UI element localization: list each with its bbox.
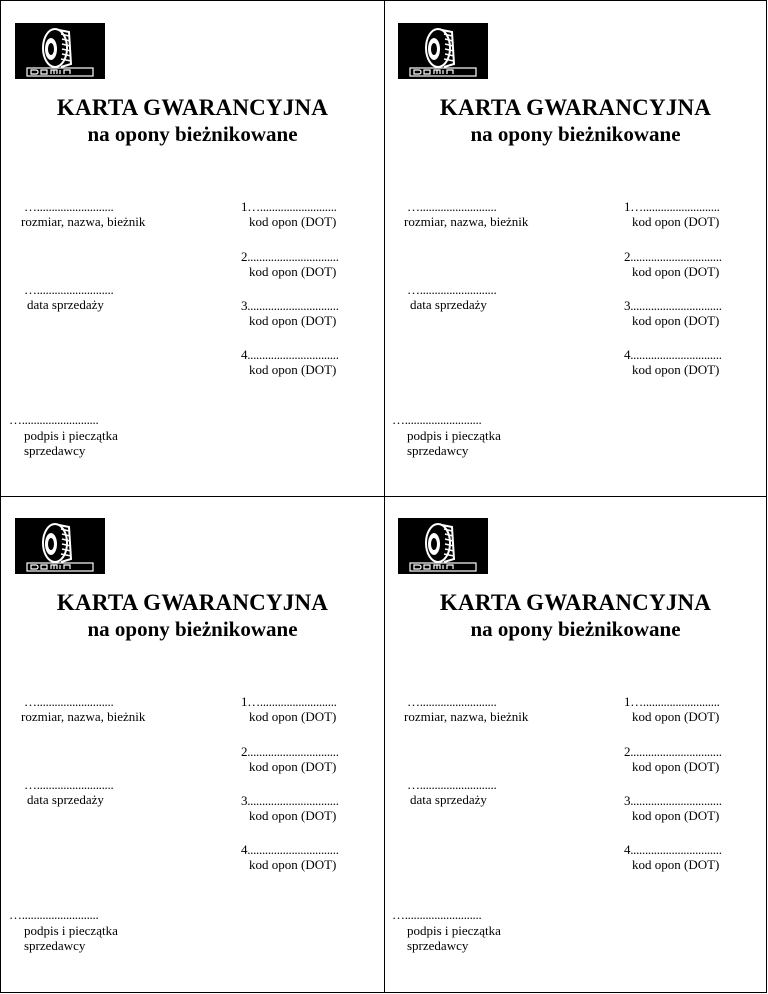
dot-code-2-number: 2............................... [241,744,339,759]
date-label: data sprzedaży [27,792,104,807]
dot-code-3-label: kod opon (DOT) [632,808,720,823]
dot-code-2-label: kod opon (DOT) [249,759,337,774]
dot-code-3-number: 3............................... [241,298,339,313]
dot-code-1-label: kod opon (DOT) [249,214,337,229]
dot-code-4-label: kod opon (DOT) [632,362,720,377]
dot-code-1-number: 1….......................... [241,694,337,709]
dot-code-3-number: 3............................... [241,793,339,808]
signature-dots: ….......................... [392,907,482,922]
signature-label-line-2: sprzedawcy [24,938,86,953]
size-dots: ….......................... [24,199,114,214]
dot-code-1-number: 1….......................... [624,199,720,214]
signature-label-line-1: podpis i pieczątka [407,428,501,443]
card-title: KARTA GWARANCYJNA [56,590,329,615]
dot-code-4-number: 4............................... [624,842,722,857]
dot-code-4-label: kod opon (DOT) [632,857,720,872]
date-label: data sprzedaży [410,792,487,807]
dot-code-3-number: 3............................... [624,793,722,808]
signature-label-line-2: sprzedawcy [407,443,469,458]
date-dots: ….......................... [407,282,497,297]
dot-code-3-label: kod opon (DOT) [632,313,720,328]
dot-code-4-number: 4............................... [241,347,339,362]
warranty-card-top-left [0,0,385,497]
dot-code-4-label: kod opon (DOT) [249,362,337,377]
dot-code-2-number: 2............................... [624,744,722,759]
dot-code-2-number: 2............................... [241,249,339,264]
signature-dots: ….......................... [9,907,99,922]
tire-logo-icon [398,518,488,574]
dot-code-4-number: 4............................... [624,347,722,362]
size-dots: ….......................... [407,199,497,214]
warranty-card-bottom-left [0,496,385,993]
tire-logo-icon [398,23,488,79]
card-subtitle: na opony bieżnikowane [87,617,298,641]
signature-label-line-1: podpis i pieczątka [407,923,501,938]
card-subtitle: na opony bieżnikowane [470,617,681,641]
date-dots: ….......................... [24,282,114,297]
dot-code-1-number: 1….......................... [241,199,337,214]
domin-logo [15,23,105,79]
date-label: data sprzedaży [27,297,104,312]
dot-code-2-label: kod opon (DOT) [249,264,337,279]
signature-dots: ….......................... [9,412,99,427]
dot-code-4-label: kod opon (DOT) [249,857,337,872]
date-dots: ….......................... [407,777,497,792]
domin-logo [398,23,488,79]
size-label: rozmiar, nazwa, bieżnik [21,214,146,229]
warranty-card-bottom-right [384,496,767,993]
dot-code-1-label: kod opon (DOT) [632,709,720,724]
tire-logo-icon [15,23,105,79]
dot-code-1-label: kod opon (DOT) [632,214,720,229]
card-title: KARTA GWARANCYJNA [56,95,329,120]
size-dots: ….......................... [24,694,114,709]
card-title: KARTA GWARANCYJNA [439,95,712,120]
dot-code-2-label: kod opon (DOT) [632,759,720,774]
dot-code-2-label: kod opon (DOT) [632,264,720,279]
card-subtitle: na opony bieżnikowane [87,122,298,146]
domin-logo [15,518,105,574]
dot-code-4-number: 4............................... [241,842,339,857]
dot-code-3-number: 3............................... [624,298,722,313]
date-dots: ….......................... [24,777,114,792]
card-title: KARTA GWARANCYJNA [439,590,712,615]
signature-label-line-1: podpis i pieczątka [24,428,118,443]
dot-code-1-label: kod opon (DOT) [249,709,337,724]
size-label: rozmiar, nazwa, bieżnik [404,214,529,229]
dot-code-2-number: 2............................... [624,249,722,264]
warranty-card-top-right [384,0,767,497]
size-label: rozmiar, nazwa, bieżnik [404,709,529,724]
domin-logo [398,518,488,574]
size-label: rozmiar, nazwa, bieżnik [21,709,146,724]
signature-label-line-2: sprzedawcy [24,443,86,458]
dot-code-3-label: kod opon (DOT) [249,808,337,823]
dot-code-3-label: kod opon (DOT) [249,313,337,328]
signature-label-line-1: podpis i pieczątka [24,923,118,938]
date-label: data sprzedaży [410,297,487,312]
signature-label-line-2: sprzedawcy [407,938,469,953]
tire-logo-icon [15,518,105,574]
signature-dots: ….......................... [392,412,482,427]
size-dots: ….......................... [407,694,497,709]
card-subtitle: na opony bieżnikowane [470,122,681,146]
dot-code-1-number: 1….......................... [624,694,720,709]
